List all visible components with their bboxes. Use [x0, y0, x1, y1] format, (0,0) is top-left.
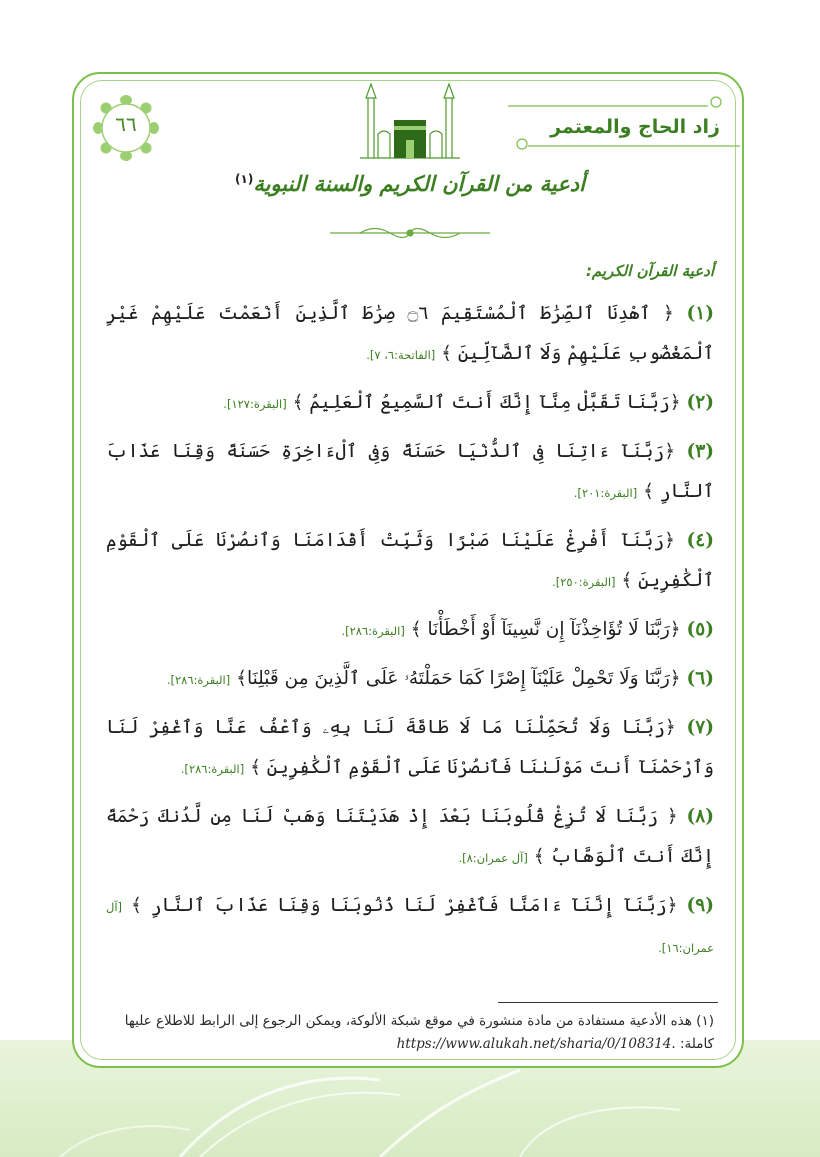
dua-number: (٢) [686, 392, 714, 413]
title-ornament-icon [508, 92, 740, 154]
dua-text: ﴿ رَبَّنَا لَا تُزِغْ قُلُوبَنَا بَعْدَ إِذْ هَدَيْتَنَا وَهَبْ لَنَا مِن لَّدُنكَ رَحْمَةً إِنَّكَ أَنتَ ٱلْوَهَّابُ ﴾ [106, 806, 714, 867]
dua-text: ﴿رَبَّنَا تَقَبَّلْ مِنَّآ إِنَّكَ أَنتَ ٱلسَّمِيعُ ٱلْعَلِيمُ ﴾ [292, 392, 681, 413]
page-number: ٦٦ [115, 112, 137, 136]
footnote-text: (١) هذه الأدعية مستفادة من مادة منشورة في موقع شبكة الألوكة، ويمكن الرجوع إلى الرابط للاطلاع عليها كاملة: [124, 1013, 714, 1052]
dua-number: (٩) [686, 895, 714, 916]
dua-reference: [البقرة:٢٥٠]. [552, 575, 616, 589]
dua-text: ﴿رَبَّنَا وَلَا تَحْمِلْ عَلَيْنَآ إِصْرًا كَمَا حَمَلْتَهُۥ عَلَى ٱلَّذِينَ مِن قَبْلِنَا﴾ [236, 668, 681, 689]
page-title-footnote-mark: (١) [235, 172, 254, 186]
dua-item [106, 659, 714, 700]
dua-reference: [البقرة:٢٨٦]. [166, 673, 231, 687]
dua-item [106, 521, 714, 602]
kaaba-illustration-icon [356, 80, 464, 162]
dua-number: (٦) [686, 668, 714, 689]
dua-number: (٤) [686, 530, 714, 551]
dua-text: ﴿رَبَّنَا لَا تُؤَاخِذْنَآ إِن نَّسِينَآ أَوْ أَخْطَأْنَا ﴾ [410, 619, 681, 640]
dua-number: (٣) [686, 441, 714, 462]
dua-number: (٥) [686, 619, 714, 640]
dua-number: (١) [686, 303, 714, 324]
dua-reference: [آل عمران:١٦]. [106, 900, 714, 955]
dua-item [106, 797, 714, 878]
content-body [106, 262, 714, 976]
dua-text: ﴿رَبَّنَآ ءَاتِنَا فِى ٱلدُّنْيَا حَسَنَةً وَفِى ٱلْءَاخِرَةِ حَسَنَةً وَقِنَا عَذَابَ ٱلنَّارِ ﴾ [106, 441, 714, 502]
dua-number: (٧) [686, 717, 714, 738]
dua-number: (٨) [686, 806, 714, 827]
dua-text: ﴿ ٱهْدِنَا ٱلصِّرَٰطَ ٱلْمُسْتَقِيمَ ۝٦ صِرَٰطَ ٱلَّذِينَ أَنْعَمْتَ عَلَيْهِمْ غَيْرِ ٱلْمَغْضُوبِ عَلَيْهِمْ وَلَا ٱلضَّآلِّينَ ﴾ [106, 303, 714, 364]
footnote [106, 1010, 714, 1056]
dua-text: ﴿رَبَّنَا وَلَا تُحَمِّلْنَا مَا لَا طَاقَةَ لَنَا بِهِۦ وَٱعْفُ عَنَّا وَٱغْفِرْ لَنَا وَٱرْحَمْنَآ أَنتَ مَوْلَىٰنَا فَٱنصُرْنَا عَلَى ٱلْقَوْمِ ٱلْكَٰفِرِينَ ﴾ [106, 717, 714, 778]
dua-reference: [آل عمران:٨]. [458, 851, 528, 865]
dua-item [106, 610, 714, 651]
footnote-link[interactable]: https://www.alukah.net/sharia/0/108314. [396, 1036, 676, 1052]
dua-item [106, 294, 714, 375]
dua-item [106, 886, 714, 968]
dua-item [106, 383, 714, 424]
dua-text: ﴿رَبَّنَآ إِنَّنَآ ءَامَنَّا فَٱغْفِرْ لَنَا ذُنُوبَنَا وَقِنَا عَذَابَ ٱلنَّارِ ﴾ [131, 895, 678, 916]
book-title: زاد الحاج والمعتمر [550, 116, 720, 138]
dua-reference: [البقرة:٢٠١]. [573, 486, 638, 500]
dua-reference: [البقرة:٢٨٦]. [341, 624, 405, 638]
dua-text: ﴿رَبَّنَآ أَفْرِغْ عَلَيْنَا صَبْرًا وَثَبِّتْ أَقْدَامَنَا وَٱنصُرْنَا عَلَى ٱلْقَوْمِ ٱلْكَٰفِرِينَ ﴾ [106, 530, 714, 591]
dua-item [106, 432, 714, 513]
divider-ornament-icon [330, 222, 490, 244]
dua-reference: [الفاتحة:٦، ٧]. [366, 348, 436, 362]
dua-reference: [البقرة:١٢٧]. [223, 397, 287, 411]
page-title-text: أدعية من القرآن الكريم والسنة النبوية [253, 172, 585, 196]
dua-item [106, 708, 714, 789]
page-title [90, 172, 730, 196]
footnote-rule [498, 1002, 718, 1003]
dua-reference: [البقرة:٢٨٦]. [180, 762, 245, 776]
section-heading: أدعية القرآن الكريم: [585, 262, 714, 280]
